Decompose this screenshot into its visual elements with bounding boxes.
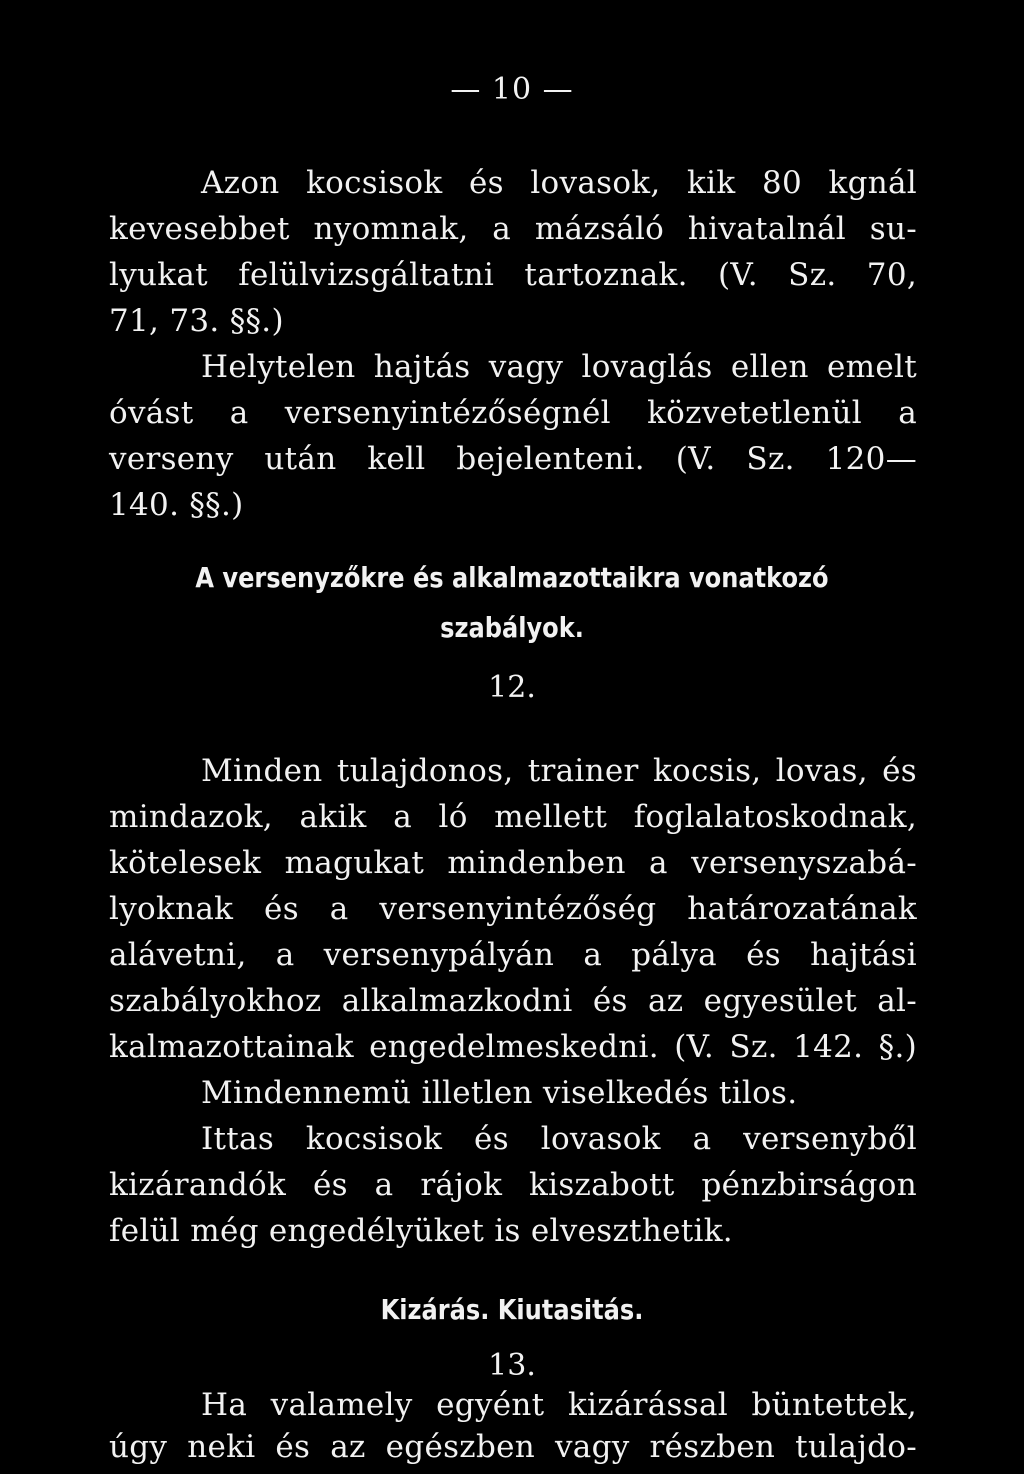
paragraph-line: Ha valamely egyént kizárással büntettek, bbox=[201, 1387, 917, 1423]
paragraph-line: kalmazottainak engedelmeskedni. (V. Sz. 142. §.) bbox=[109, 1029, 917, 1065]
paragraph-line: Mindennemü illetlen viselkedés tilos. bbox=[201, 1075, 798, 1111]
paragraph-line: lyukat felülvizsgáltatni tartoznak. (V. Sz. 70, bbox=[109, 257, 917, 293]
paragraph-line: alávetni, a versenypályán a pálya és hajtási bbox=[109, 937, 917, 973]
paragraph-line: Ittas kocsisok és lovasok a versenyből bbox=[201, 1121, 917, 1157]
paragraph-line: szabályokhoz alkalmazkodni és az egyesület al- bbox=[109, 983, 917, 1019]
paragraph-line: kötelesek magukat mindenben a versenyszabá- bbox=[109, 845, 917, 881]
paragraph-line: 140. §§.) bbox=[109, 487, 244, 523]
paragraph-line: 71, 73. §§.) bbox=[109, 303, 284, 339]
paragraph-line: felül még engedélyüket is elveszthetik. bbox=[109, 1213, 733, 1249]
paragraph-line: lyoknak és a versenyintézőség határozatának bbox=[109, 891, 917, 927]
paragraph-line: Azon kocsisok és lovasok, kik 80 kgnál bbox=[201, 165, 917, 201]
paragraph-line: kizárandók és a rájok kiszabott pénzbirságon bbox=[109, 1167, 917, 1203]
section-heading: Kizárás. Kiutasitás. bbox=[380, 1293, 644, 1326]
paragraph-line: Helytelen hajtás vagy lovaglás ellen emelt bbox=[201, 349, 917, 385]
section-heading: szabályok. bbox=[440, 611, 584, 644]
section-heading: A versenyzőkre és alkalmazottaikra vonatkozó bbox=[195, 561, 829, 594]
paragraph-line: úgy neki és az egészben vagy részben tulajdo- bbox=[109, 1429, 917, 1465]
paragraph-line: Minden tulajdonos, trainer kocsis, lovas, és bbox=[201, 753, 917, 789]
paragraph-line: verseny után kell bejelenteni. (V. Sz. 120— bbox=[109, 441, 917, 477]
section-number: 13. bbox=[488, 1348, 536, 1383]
paragraph-line: mindazok, akik a ló mellett foglalatoskodnak, bbox=[109, 799, 917, 835]
section-number: 12. bbox=[488, 670, 536, 705]
paragraph-line: óvást a versenyintézőségnél közvetetlenül a bbox=[109, 395, 917, 431]
page-number: — 10 — bbox=[450, 72, 574, 107]
paragraph-line: kevesebbet nyomnak, a mázsáló hivatalnál su- bbox=[109, 211, 917, 247]
